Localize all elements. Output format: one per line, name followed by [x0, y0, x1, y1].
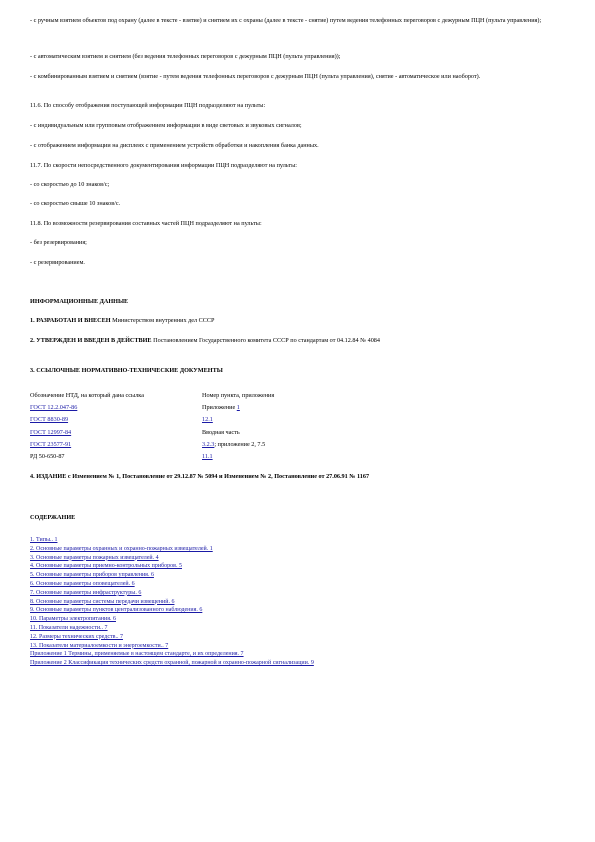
doc-link[interactable]: ГОСТ 8830-89 — [30, 416, 69, 424]
ref-link[interactable]: 3.2.3 — [202, 440, 215, 448]
info-section-title: ИНФОРМАЦИОННЫЕ ДАННЫЕ — [30, 298, 129, 305]
section-heading-11-8: 11.8. По возможности резервирования составных частей ПЦН подразделяют на пульты: — [30, 220, 262, 227]
paragraph: - с комбинированным взятием и снятием (взятие - путем ведения телефонных переговоров с дежурным ПЦН (пульта управления), снятие - автоматическое или наоборот). — [30, 73, 481, 80]
info-item-2 — [30, 336, 570, 345]
doc-link[interactable]: ГОСТ 12997-84 — [30, 428, 72, 436]
paragraph: - с отображением информации на дисплеях с применением устройств обработки и накопления банка данных. — [30, 142, 319, 149]
toc-link[interactable]: 2. Основные параметры охранных и охранно-пожарных извещателей. 1 — [30, 545, 213, 552]
ref-link[interactable]: 12.1 — [202, 416, 213, 424]
paragraph: - с ручным взятием объектов под охрану (далее в тексте - взятие) и снятием их с охраны (далее в тексте - снятие) путем ведения телефонных переговоров с дежурным ПЦН (пульта управления); — [30, 17, 542, 24]
paragraph: - с автоматическим взятием и снятием (без ведения телефонных переговоров с дежурным ПЦН (пульта управления)); — [30, 53, 341, 60]
info-item-3: 3. ССЫЛОЧНЫЕ НОРМАТИВНО-ТЕХНИЧЕСКИЕ ДОКУМЕНТЫ — [30, 367, 223, 374]
table-cell: Приложение — [202, 404, 237, 412]
references-table — [30, 390, 274, 463]
toc-link[interactable]: 13. Показатели материалоемкости и энергоемкости.. 7 — [30, 642, 169, 649]
info-item-1 — [30, 316, 570, 325]
table-row — [30, 402, 274, 414]
paragraph: - с индивидуальным или групповым отображением информации в виде световых и звуковых сигналов; — [30, 122, 302, 129]
toc-link[interactable]: 1. Типы.. 1 — [30, 537, 58, 543]
toc-title: СОДЕРЖАНИЕ — [30, 514, 76, 521]
info-item-2-label: 2. УТВЕРЖДЕН И ВВЕДЕН В ДЕЙСТВИЕ — [30, 337, 152, 344]
paragraph: - со скоростью свыше 10 знаков/с. — [30, 200, 121, 207]
toc-link[interactable]: 3. Основные параметры пожарных извещателей. 4 — [30, 554, 159, 561]
toc-link[interactable]: 5. Основные параметры приборов управления. 6 — [30, 572, 154, 579]
toc-link[interactable]: 12. Размеры технических средств.. 7 — [30, 633, 123, 640]
toc-link[interactable]: 10. Параметры электропитания. 6 — [30, 616, 116, 623]
doc-text: РД 50-650-87 — [30, 452, 65, 460]
info-item-1-text: Министерством внутренних дел СССР — [110, 317, 215, 324]
table-row — [30, 427, 274, 439]
toc-link[interactable]: 7. Основные параметры инфраструктуры. 6 — [30, 589, 142, 596]
paragraph: - без резервирования; — [30, 239, 87, 246]
info-item-2-text: Постановлением Государственного комитета СССР по стандартам от 04.12.84 № 4084 — [151, 337, 380, 344]
doc-link[interactable]: ГОСТ 23577-91 — [30, 440, 72, 448]
toc-link[interactable]: 4. Основные параметры приемно-контрольных приборов. 5 — [30, 563, 182, 570]
toc-link[interactable]: 9. Основные параметры пунктов централизованного наблюдения. 6 — [30, 607, 203, 614]
table-row — [30, 439, 274, 451]
table-of-contents — [30, 536, 314, 668]
ref-link[interactable]: 1 — [236, 404, 240, 412]
table-header-cell: Номер пункта, приложения — [202, 392, 275, 399]
table-header-cell: Обозначение НТД, на который дана ссылка — [30, 392, 144, 399]
table-cell: ; приложение 2, 7.5 — [214, 440, 266, 448]
paragraph: - с резервированием. — [30, 259, 85, 266]
section-heading-11-7: 11.7. По скорости непосредственного документирования информации ПЦН подразделяют на пульты: — [30, 162, 297, 169]
toc-link[interactable]: Приложение 1 Термины, применяемые в настоящем стандарте, и их определения. 7 — [30, 651, 244, 658]
info-item-4: 4. ИЗДАНИЕ с Изменением № 1, Постановление от 29.12.87 № 5094 и Изменением № 2, Постановление от 27.06.91 № 1167 — [30, 473, 370, 480]
toc-link[interactable]: 6. Основные параметры оповещателей. 6 — [30, 580, 135, 587]
table-row — [30, 451, 274, 463]
doc-link[interactable]: ГОСТ 12.2.047-86 — [30, 404, 78, 412]
table-cell: Вводная часть — [202, 428, 240, 436]
toc-link[interactable]: Приложение 2 Классификация технических средств охранной, пожарной и охранно-пожарной сигнализации. 9 — [30, 660, 314, 667]
section-heading-11-6: 11.6. По способу отображения поступающей информации ПЦН подразделяют на пульты: — [30, 102, 266, 109]
toc-link[interactable]: 11. Показатели надежности.. 7 — [30, 624, 108, 631]
toc-link[interactable]: 8. Основные параметры системы передачи извещений. 6 — [30, 598, 175, 605]
paragraph: - со скоростью до 10 знаков/с; — [30, 181, 110, 188]
table-header-row — [30, 390, 274, 402]
info-item-1-label: 1. РАЗРАБОТАН И ВНЕСЕН — [30, 317, 111, 324]
ref-link[interactable]: 11.1 — [202, 452, 213, 460]
table-row — [30, 414, 274, 426]
